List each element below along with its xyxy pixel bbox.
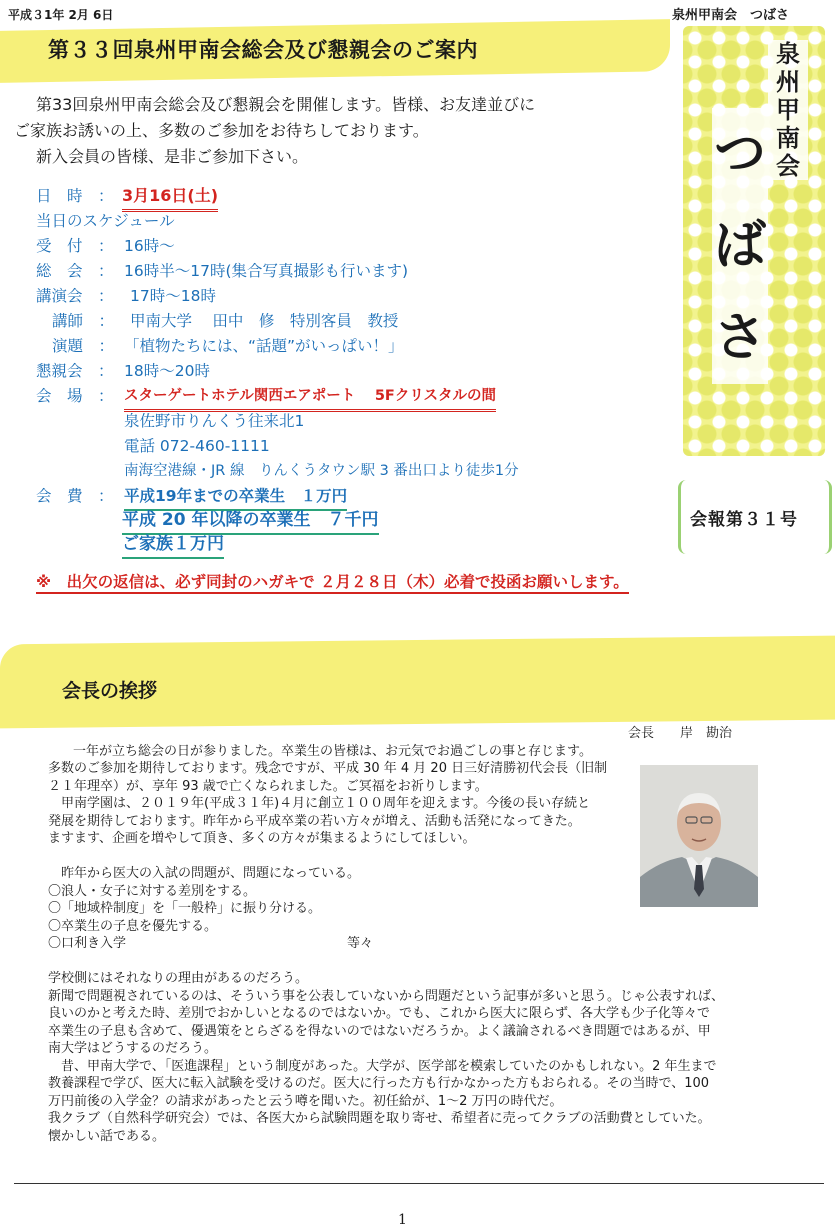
venue-phone: 電話 072-460-1111	[124, 437, 270, 455]
header-publication: 泉州甲南会 つばさ	[672, 8, 790, 23]
greeting-line: ２１年理卒）が、享年 93 歳で亡くなられました。ご冥福をお祈りします。	[48, 778, 488, 794]
fee-graduates-old: 平成19年までの卒業生 １万円	[124, 484, 347, 511]
venue-name: スターゲートホテル関西エアポート 5Fクリスタルの間	[124, 384, 496, 412]
greeting-title: 会長の挨拶	[62, 680, 158, 702]
lecturer-value: 甲南大学 田中 修 特別客員 教授	[130, 312, 399, 330]
meeting-label: 総 会 ：	[36, 262, 114, 280]
greeting-line: 懐かしい話である。	[48, 1128, 166, 1144]
venue-address: 泉佐野市りんくう往来北1	[124, 412, 305, 430]
greeting-paragraph-1	[60, 743, 640, 761]
issue-date: 平成３1年 2月 6日	[8, 8, 114, 22]
reception-label: 受 付 ：	[36, 237, 114, 255]
greeting-line: 我クラブ（自然科学研究会）では、各医大から試験問題を取り寄せ、希望者に売ってクラブの活動費としていた。	[48, 1111, 711, 1126]
greeting-line: 〇卒業生の子息を優先する。	[48, 918, 218, 934]
rsvp-note: ※ 出欠の返信は、必ず同封のハガキで ２月２８日（木）必着で投函お願いします。	[36, 570, 629, 594]
venue-label: 会 場 ：	[36, 387, 114, 405]
greeting-line: 〇「地域枠制度」を「一般枠」に振り分ける。	[48, 901, 322, 916]
greeting-line: 良いのかと考えた時、差別でおかしいとなるのではないか。でも、これから医大に限らず、各大学も少子化等々で	[48, 1006, 710, 1021]
greeting-paragraph-2	[48, 970, 828, 1145]
greeting-line: ますます、企画を増やして頂き、多くの方々が集まるようにしてほしい。	[48, 831, 476, 846]
greeting-line	[48, 848, 638, 866]
issue-number: 会報第３１号	[690, 510, 798, 530]
lecture-value: 17時～18時	[130, 287, 216, 305]
party-value: 18時～20時	[124, 362, 210, 380]
fee-family: ご家族１万円	[122, 532, 224, 559]
venue-access: 南海空港線・JR 線 りんくうタウン駅 3 番出口より徒歩1分	[124, 463, 519, 479]
greeting-line: 学校側にはそれなりの理由があるのだろう。	[48, 971, 309, 986]
greeting-line: 発展を期待しております。昨年から平成卒業の若い方々が増え、活動も活発になってきた。	[48, 813, 581, 829]
page-number: 1	[398, 1212, 407, 1228]
president-photo	[640, 765, 758, 907]
topic-label: 演題 ：	[52, 337, 115, 355]
greeting-line: 昨年から医大の入試の問題が、問題になっている。	[48, 866, 361, 881]
greeting-line: 卒業生の子息も含めて、優遇策をとらざるを得ないのではないだろうか。よく議論されるべき問題ではあるが、甲	[48, 1023, 711, 1039]
greeting-line: 甲南学園は、２０１９年(平成３１年)４月に創立１００周年を迎えます。今後の長い存続と	[48, 796, 591, 811]
topic-value: 「植物たちには、“話題”がいっぱい！」	[124, 337, 404, 355]
greeting-line: 新聞で問題視されているのは、そういう事を公表していないから問題だという記事が多いと思う。じゃ公表すれば、	[48, 988, 725, 1004]
lecturer-label: 講師 ：	[52, 312, 115, 330]
fee-label: 会 費 ：	[36, 487, 114, 505]
date-label: 日 時 ：	[36, 187, 114, 205]
greeting-author: 会長 岸 勘治	[628, 726, 733, 741]
reception-value: 16時～	[124, 237, 175, 255]
lecture-label: 講演会 ：	[36, 287, 114, 305]
portrait-image	[640, 765, 758, 907]
greeting-paragraph-1b	[48, 760, 638, 953]
party-label: 懇親会 ：	[36, 362, 114, 380]
fee-graduates-new: 平成 20 年以降の卒業生 ７千円	[122, 508, 379, 535]
intro-line-1: 第33回泉州甲南会総会及び懇親会を開催します。皆様、お友達並びに	[36, 95, 536, 114]
notice-title: 第３３回泉州甲南会総会及び懇親会のご案内	[48, 38, 478, 62]
greeting-line: 昔、甲南大学で、「医進課程」という制度があった。大学が、医学部を模索していたのかもしれない。2 年生まで	[48, 1058, 717, 1074]
sidebar-org: 泉州甲南会	[768, 40, 808, 180]
greeting-line: 〇浪人・女子に対する差別をする。	[48, 883, 257, 899]
sidebar-name: つばさ	[712, 108, 768, 384]
greeting-line: 南大学はどうするのだろう。	[48, 1041, 218, 1056]
greeting-line: 教養課程で学び、医大に転入試験を受けるのだ。医大に行った方も行かなかった方もおられる。その当時で、100	[48, 1076, 710, 1091]
schedule-title: 当日のスケジュール	[36, 212, 175, 230]
date-value: 3月16日(土)	[122, 184, 218, 212]
meeting-value: 16時半～17時(集合写真撮影も行います)	[124, 262, 409, 280]
footer-rule	[14, 1183, 824, 1184]
intro-line-3: 新入会員の皆様、是非ご参加下さい。	[36, 147, 309, 166]
greeting-line: 多数のご参加を期待しております。残念ですが、平成 30 年 4 月 20 日三好清勝初代会長（旧制	[48, 761, 608, 776]
greeting-line: 〇口利き入学 等々	[48, 936, 374, 951]
greeting-line: 一年が立ち総会の日が参りました。卒業生の皆様は、お元気でお過ごしの事と存じます。	[60, 744, 592, 759]
intro-line-2: ご家族お誘いの上、多数のご参加をお待ちしております。	[14, 121, 429, 140]
greeting-line: 万円前後の入学金？の請求があったと云う噂を聞いた。初任給が、1～2 万円の時代だ。	[48, 1093, 563, 1109]
